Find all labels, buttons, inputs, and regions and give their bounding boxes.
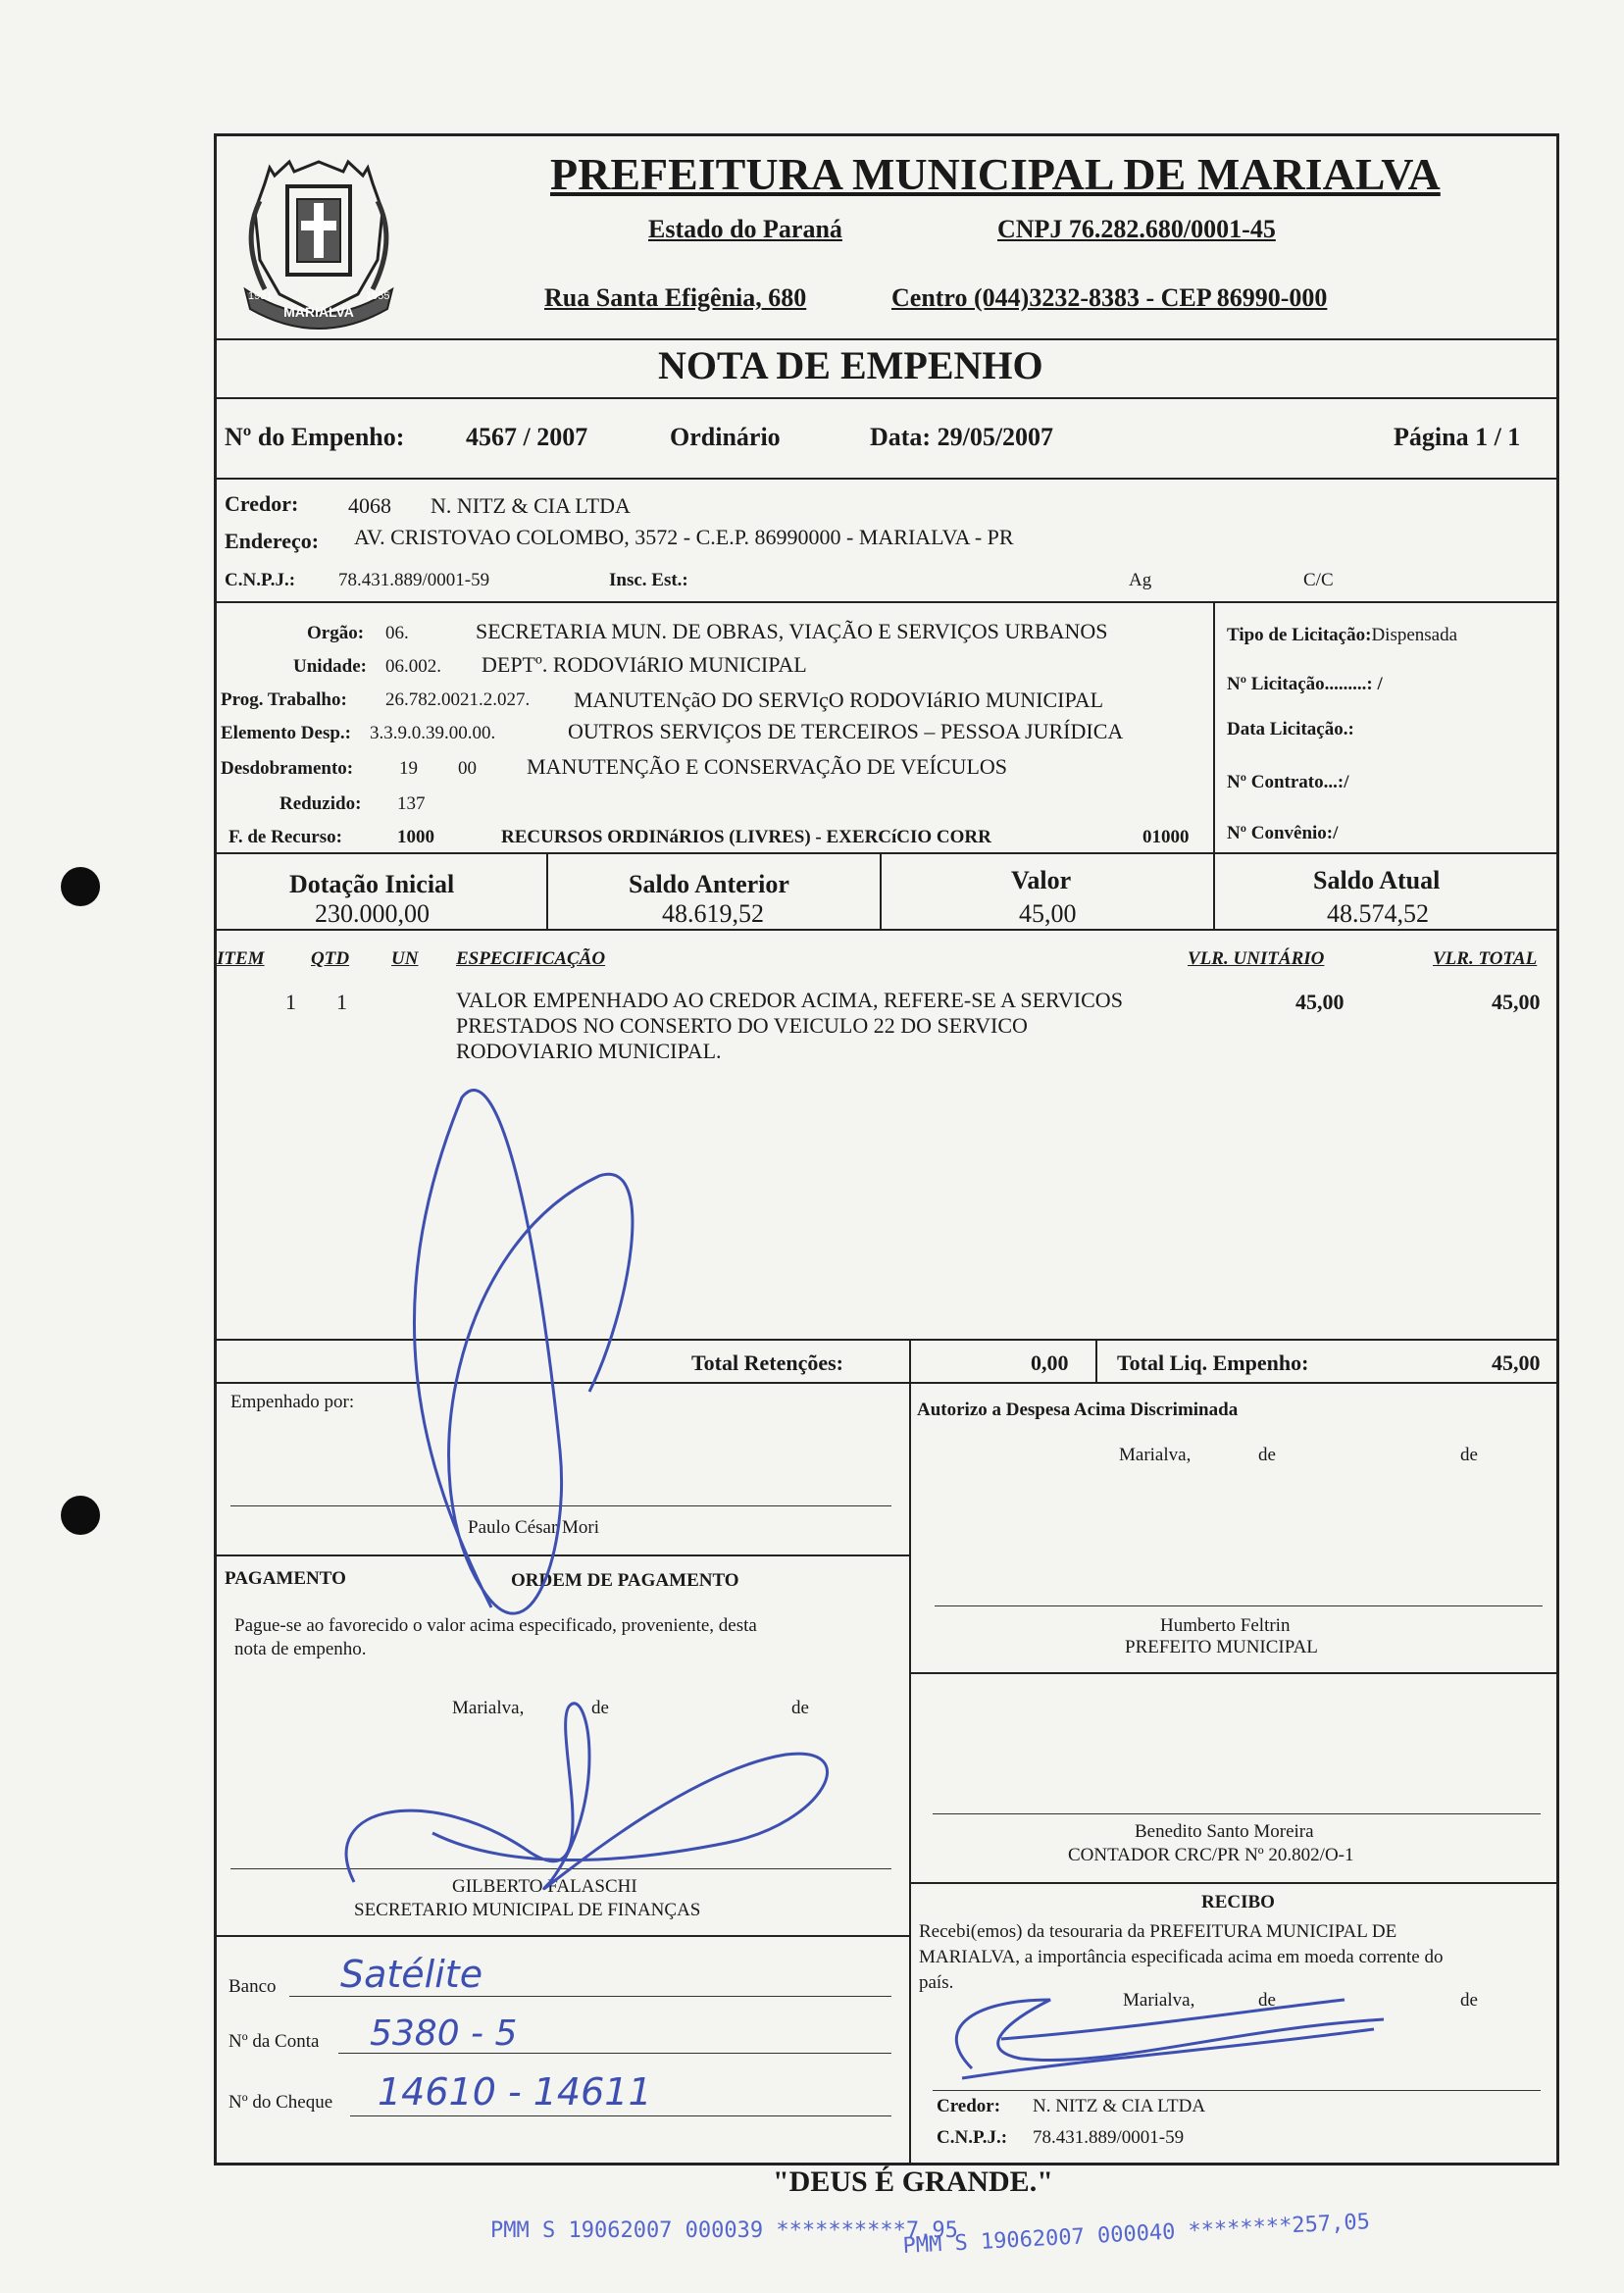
- prefeito-role: PREFEITO MUNICIPAL: [1125, 1637, 1318, 1657]
- page-number: Página 1 / 1: [1394, 423, 1521, 451]
- ordem-marialva: Marialva,: [452, 1698, 525, 1718]
- empenho-type: Ordinário: [670, 423, 781, 451]
- address-field-label: Endereço:: [225, 529, 320, 553]
- street-label: Rua Santa Efigênia, 680: [544, 283, 807, 312]
- recibo-credor-label: Credor:: [937, 2096, 1001, 2116]
- item-description-line-2: PRESTADOS NO CONSERTO DO VEICULO 22 DO SERVICO: [456, 1013, 1028, 1038]
- column-valor-total: VLR. TOTAL: [1433, 948, 1538, 969]
- signature-secretario: [315, 1686, 903, 1921]
- pagamento-label: PAGAMENTO: [225, 1568, 346, 1589]
- signature-recibo: [933, 1980, 1403, 2088]
- item-total-value: 45,00: [1492, 990, 1541, 1014]
- recurso-code: 1000: [397, 827, 434, 847]
- recurso-name: RECURSOS ORDINáRIOS (LIVRES) - EXERCíCIO CORR: [501, 827, 991, 847]
- recibo-cnpj-label: C.N.P.J.:: [937, 2127, 1008, 2148]
- address-label: Centro (044)3232-8383 - CEP 86990-000: [891, 283, 1328, 312]
- recibo-line-3: país.: [919, 1972, 954, 1993]
- credor-label: Credor:: [225, 491, 299, 516]
- tipo-licitacao-label: Tipo de Licitação:Dispensada: [1227, 625, 1458, 645]
- saldo-atual-label: Saldo Atual: [1313, 866, 1441, 894]
- desdobramento-name: MANUTENÇÃO E CONSERVAÇÃO DE VEÍCULOS: [527, 754, 1008, 779]
- page-title: PREFEITURA MUNICIPAL DE MARIALVA: [550, 149, 1441, 199]
- empenhado-por-label: Empenhado por:: [230, 1392, 355, 1412]
- ordem-pagamento-label: ORDEM DE PAGAMENTO: [511, 1570, 739, 1591]
- autorizo-label: Autorizo a Despesa Acima Discriminada: [917, 1400, 1239, 1420]
- credor-address: AV. CRISTOVAO COLOMBO, 3572 - C.E.P. 86990000 - MARIALVA - PR: [354, 525, 1014, 549]
- recibo-cnpj-value: 78.431.889/0001-59: [1033, 2127, 1185, 2148]
- valor-label: Valor: [1011, 866, 1072, 894]
- conta-label: Nº da Conta: [228, 2031, 320, 2052]
- desdobramento-code-2: 00: [458, 758, 477, 779]
- item-number: 1: [285, 990, 296, 1014]
- empenho-label: Nº do Empenho:: [225, 423, 405, 451]
- saldo-anterior-label: Saldo Anterior: [629, 870, 789, 898]
- secretario-name: GILBERTO FALASCHI: [452, 1876, 637, 1897]
- data-licitacao: Data Licitação.:: [1227, 719, 1354, 739]
- insc-label: Insc. Est.:: [609, 570, 688, 590]
- credor-name: N. NITZ & CIA LTDA: [431, 493, 631, 518]
- unidade-label: Unidade:: [293, 656, 367, 677]
- secretario-role: SECRETARIO MUNICIPAL DE FINANÇAS: [354, 1900, 701, 1920]
- cashier-stamp-2: PMM S 19062007 000040 ********257,05: [902, 2210, 1371, 2259]
- total-retencoes-label: Total Retenções:: [691, 1350, 843, 1375]
- signature-empenhado: [334, 1058, 687, 1666]
- prefeito-name: Humberto Feltrin: [1160, 1615, 1291, 1636]
- item-quantity: 1: [336, 990, 347, 1014]
- banco-value: Satélite: [340, 1953, 483, 1996]
- cheque-label: Nº do Cheque: [228, 2092, 333, 2113]
- column-item: ITEM: [217, 948, 265, 969]
- credor-cnpj: 78.431.889/0001-59: [338, 570, 490, 590]
- empenho-number: 4567 / 2007: [466, 423, 588, 451]
- svg-text:1955: 1955: [366, 290, 390, 302]
- recibo-marialva: Marialva,: [1123, 1990, 1195, 2011]
- pague-se-line-2: nota de empenho.: [234, 1639, 367, 1659]
- svg-text:1951: 1951: [248, 290, 273, 302]
- ag-label: Ag: [1129, 570, 1152, 590]
- desdobramento-label: Desdobramento:: [221, 758, 354, 779]
- prog-label: Prog. Trabalho:: [221, 689, 347, 710]
- reduzido-label: Reduzido:: [279, 793, 362, 814]
- valor-value: 45,00: [1019, 899, 1077, 928]
- empenhado-por-name: Paulo César Mori: [468, 1517, 600, 1538]
- total-liquido-value: 45,00: [1492, 1350, 1541, 1375]
- conta-value: 5380 - 5: [370, 2013, 518, 2054]
- cashier-stamp-1: PMM S 19062007 000039 **********7,95: [490, 2218, 958, 2243]
- prog-code: 26.782.0021.2.027.: [385, 689, 531, 710]
- numero-convenio: Nº Convênio:/: [1227, 823, 1339, 843]
- elemento-label: Elemento Desp.:: [221, 723, 351, 743]
- state-label: Estado do Paraná: [648, 215, 842, 243]
- recibo-line-2: MARIALVA, a importância especificada acima em moeda corrente do: [919, 1947, 1444, 1967]
- cc-label: C/C: [1303, 570, 1334, 590]
- contador-name: Benedito Santo Moreira: [1135, 1821, 1314, 1842]
- recibo-de-1: de: [1258, 1990, 1276, 2011]
- punch-hole-top: [61, 867, 100, 906]
- desdobramento-code-1: 19: [399, 758, 418, 779]
- recibo-line-1: Recebi(emos) da tesouraria da PREFEITURA MUNICIPAL DE: [919, 1921, 1397, 1942]
- ordem-de-2: de: [791, 1698, 809, 1718]
- item-description-line-1: VALOR EMPENHADO AO CREDOR ACIMA, REFERE-SE A SERVICOS: [456, 988, 1123, 1012]
- cnpj-label: CNPJ 76.282.680/0001-45: [997, 215, 1276, 243]
- recurso-label: F. de Recurso:: [228, 827, 342, 847]
- total-retencoes-value: 0,00: [1031, 1350, 1069, 1375]
- elemento-name: OUTROS SERVIÇOS DE TERCEIROS – PESSOA JURÍDICA: [568, 719, 1124, 743]
- item-description-line-3: RODOVIARIO MUNICIPAL.: [456, 1039, 722, 1063]
- prog-name: MANUTENçãO DO SERVIçO RODOVIáRIO MUNICIPAL: [574, 688, 1104, 712]
- unidade-name: DEPTº. RODOVIáRIO MUNICIPAL: [482, 652, 807, 677]
- nota-empenho-form: [214, 133, 1559, 2166]
- column-un: UN: [391, 948, 419, 969]
- cnpj-field-label: C.N.P.J.:: [225, 570, 296, 590]
- autorizo-marialva: Marialva,: [1119, 1445, 1192, 1465]
- recibo-de-2: de: [1460, 1990, 1478, 2011]
- numero-contrato: Nº Contrato...:/: [1227, 772, 1349, 792]
- document-title: NOTA DE EMPENHO: [658, 343, 1043, 387]
- total-liquido-label: Total Liq. Empenho:: [1117, 1350, 1309, 1375]
- banco-label: Banco: [228, 1976, 277, 1997]
- autorizo-de-2: de: [1460, 1445, 1478, 1465]
- credor-code: 4068: [348, 493, 391, 518]
- empenho-date: Data: 29/05/2007: [870, 423, 1054, 451]
- recibo-title: RECIBO: [1201, 1892, 1275, 1912]
- contador-role: CONTADOR CRC/PR Nº 20.802/O-1: [1068, 1845, 1354, 1865]
- recibo-credor-name: N. NITZ & CIA LTDA: [1033, 2096, 1206, 2116]
- orgao-code: 06.: [385, 623, 409, 643]
- municipal-seal-icon: [221, 142, 417, 338]
- dotacao-value: 230.000,00: [315, 899, 430, 928]
- column-especificacao: ESPECIFICAÇÃO: [456, 948, 606, 969]
- reduzido-value: 137: [397, 793, 426, 814]
- cheque-value: 14610 - 14611: [378, 2070, 652, 2114]
- dotacao-label: Dotação Inicial: [289, 870, 455, 898]
- svg-text:MARIALVA: MARIALVA: [283, 304, 354, 320]
- orgao-label: Orgão:: [307, 623, 365, 643]
- ordem-de-1: de: [591, 1698, 609, 1718]
- punch-hole-bottom: [61, 1496, 100, 1535]
- column-valor-unitario: VLR. UNITÁRIO: [1188, 948, 1325, 969]
- column-qtd: QTD: [311, 948, 350, 969]
- footer-motto: "DEUS É GRANDE.": [773, 2166, 1053, 2198]
- recurso-code-2: 01000: [1142, 827, 1190, 847]
- elemento-code: 3.3.9.0.39.00.00.: [370, 723, 496, 743]
- unidade-code: 06.002.: [385, 656, 441, 677]
- item-unit-value: 45,00: [1295, 990, 1345, 1014]
- saldo-atual-value: 48.574,52: [1327, 899, 1429, 928]
- saldo-anterior-value: 48.619,52: [662, 899, 764, 928]
- orgao-name: SECRETARIA MUN. DE OBRAS, VIAÇÃO E SERVIÇOS URBANOS: [476, 619, 1108, 643]
- autorizo-de-1: de: [1258, 1445, 1276, 1465]
- numero-licitacao: Nº Licitação.........: /: [1227, 674, 1383, 694]
- pague-se-line-1: Pague-se ao favorecido o valor acima especificado, proveniente, desta: [234, 1615, 757, 1636]
